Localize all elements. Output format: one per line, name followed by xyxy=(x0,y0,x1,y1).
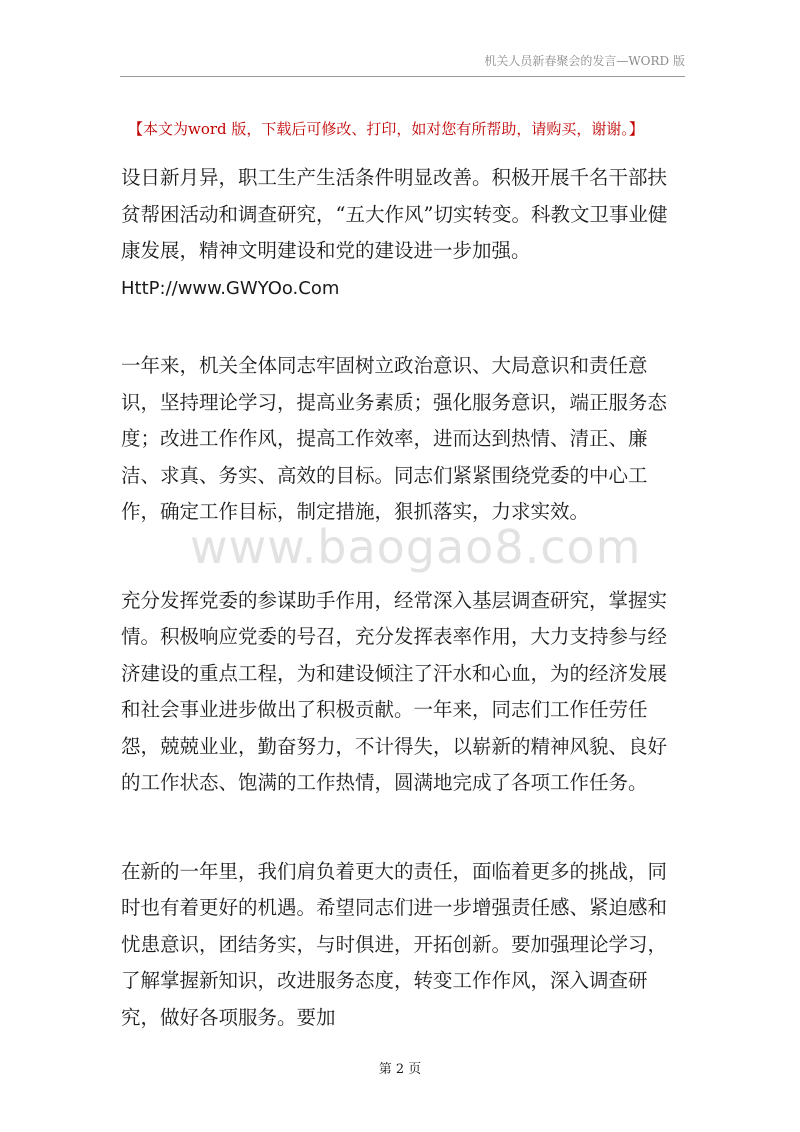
watermark: www.baogao8.com xyxy=(190,520,642,574)
header-divider xyxy=(120,76,685,77)
download-notice: 【本文为word 版，下载后可修改、打印，如对您有所帮助，请购买，谢谢。】 xyxy=(128,120,644,138)
paragraph-3: 充分发挥党委的参谋助手作用，经常深入基层调查研究，掌握实情。积极响应党委的号召，充分发挥表率作用，大力支持参与经济建设的重点工程，为和建设倾注了汗水和心血，为的经济发展和社会事业进步做出了积极贡献。一年来，同志们工作任劳任怨，兢兢业业，勤奋努力，不计得失，以崭新的精神风貌、良好的工作状态、饱满的工作热情，圆满地完成了各项工作任务。 xyxy=(121,588,668,794)
page-number: 第 2 页 xyxy=(378,1062,422,1077)
document-body xyxy=(121,160,686,1036)
website-url: HttP://www.GWYOo.Com xyxy=(121,277,340,299)
paragraph-2: 一年来，机关全体同志牢固树立政治意识、大局意识和责任意识，坚持理论学习，提高业务素质；强化服务意识，端正服务态度；改进工作作风，提高工作效率，进而达到热情、清正、廉洁、求真、务实、高效的目标。同志们紧紧围绕党委的中心工作，确定工作目标，制定措施，狠抓落实，力求实效。 xyxy=(121,354,668,523)
paragraph-4: 在新的一年里，我们肩负着更大的责任，面临着更多的挑战，同时也有着更好的机遇。希望同志们进一步增强责任感、紧迫感和忧患意识，团结务实，与时俱进，开拓创新。要加强理论学习，了解掌握新知识，改进服务态度，转变工作作风，深入调查研究，做好各项服务。要加 xyxy=(121,859,668,1029)
page-header-title: 机关人员新春聚会的发言—WORD 版 xyxy=(484,54,685,68)
paragraph-1-text: 设日新月异，职工生产生活条件明显改善。积极开展千名干部扶贫帮困活动和调查研究，“五大作风”切实转变。科教文卫事业健康发展，精神文明建设和党的建设进一步加强。 xyxy=(121,166,668,262)
paragraph-1 xyxy=(121,160,686,307)
